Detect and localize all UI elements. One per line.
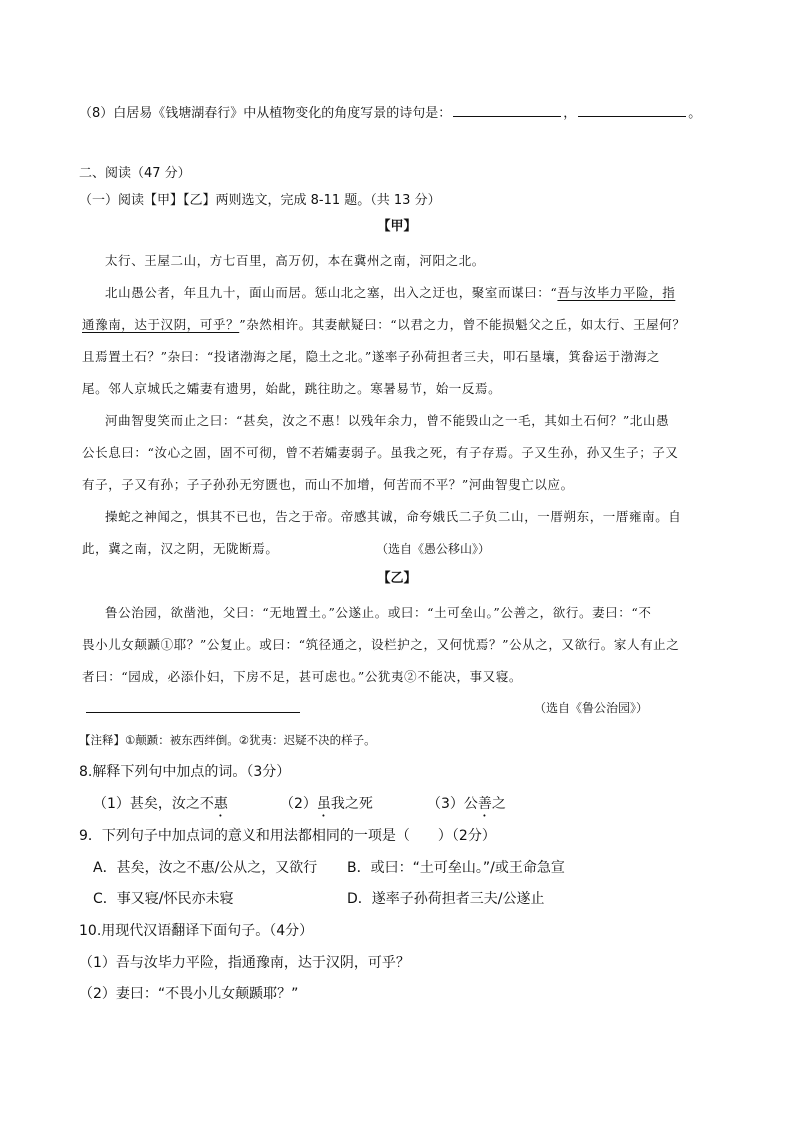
- annotation-note: 【注释】①颠踬：被东西绊倒。②犹夷：迟疑不决的样子。: [79, 733, 376, 747]
- yi-line1: 鲁公治园，欲凿池，父曰：“无地置土。”公遂止。或曰：“土可垒山。”公善之，欲行。妻曰：“不: [105, 605, 652, 620]
- q9-option-c: C．事又寝/怀民亦未寝: [93, 891, 234, 907]
- q8-item-1: [93, 795, 228, 820]
- yi-source: （选自《鲁公治园》）: [534, 701, 649, 715]
- jia-p4-line1: 操蛇之神闻之，惧其不已也，告之于帝。帝感其诚，命夸娥氏二子负二山，一厝朔东，一厝雍南。自: [105, 509, 682, 524]
- q9-option-d: D．遂率子孙荷担者三夫/公遂止: [347, 891, 545, 907]
- q8-poem-text: （8）白居易《钱塘湖春行》中从植物变化的角度写景的诗句是：: [79, 106, 452, 121]
- jia-p4-line2: 此，冀之南，汉之阴，无陇断焉。: [82, 541, 279, 556]
- text-segment: 我之死: [330, 796, 373, 812]
- section-title: 二、阅读（47 分）: [79, 166, 191, 181]
- text-segment: 北山愚公者，年且九十，面山而居。惩山北之塞，出入之迂也，聚室而谋曰：“: [105, 285, 558, 300]
- end-mark: 。: [688, 106, 702, 121]
- jia-p2-line4: 尾。邻人京城氏之孀妻有遗男，始龀，跳往助之。寒暑易节，始一反焉。: [82, 381, 502, 396]
- q10-title: 10.用现代汉语翻译下面句子。（4分）: [79, 923, 314, 939]
- answer-blank-2[interactable]: [578, 104, 686, 117]
- yi-line2: 畏小儿女颠踬①耶？”公复止。或曰：“筑径通之，设栏护之，又何忧焉？”公从之，又欲行。家人有止之: [82, 637, 680, 652]
- q10-sentence-1: （1）吾与汝毕力平险，指通豫南，达于汉阴，可乎？: [79, 955, 410, 971]
- jia-p2-line1: [105, 284, 675, 302]
- dotted-word: 善: [477, 796, 492, 812]
- q8-title: 8.解释下列句中加点的词。（3分）: [79, 764, 291, 780]
- text-segment: （1）甚矣，汝之不: [93, 796, 214, 812]
- q9-title: 9．下列句子中加点词的意义和用法都相同的一项是（ ）（2分）: [79, 828, 496, 844]
- q8-poem-line: [79, 104, 701, 123]
- text-segment: （2）: [280, 796, 317, 812]
- jia-source: （选自《愚公移山》）: [376, 542, 491, 556]
- underlined-sentence: 通豫南，达于汉阴，可乎？: [82, 317, 240, 332]
- q8-item-2: [280, 795, 373, 820]
- text-segment: 之: [491, 796, 506, 812]
- jia-p3-line1: 河曲智叟笑而止之曰：“甚矣，汝之不惠！以残年余力，曾不能毁山之一毛，其如土石何？”北山愚: [105, 413, 670, 428]
- underlined-sentence: 吾与汝毕力平险，指: [557, 285, 676, 300]
- yi-line3: 者曰：“园成，必添仆妇，下房不足，甚可虑也。”公犹夷②不能决，事又寝。: [82, 669, 523, 684]
- jia-p3-line2: 公长息曰：“汝心之固，固不可彻，曾不若孀妻弱子。虽我之死，有子存焉。子又生孙，孙又生子；子又: [82, 445, 679, 460]
- section-intro: （一）阅读【甲】【乙】两则选文，完成 8-11 题。（共 13 分）: [79, 193, 441, 208]
- q9-option-b: B．或曰：“土可垒山。”/或王命急宣: [347, 860, 565, 876]
- jia-p2-line2: [82, 316, 686, 334]
- text-segment: ”杂然相许。其妻献疑曰：“以君之力，曾不能损魁父之丘，如太行、王屋何？: [239, 317, 686, 332]
- text-segment: （3）公: [427, 796, 478, 812]
- jia-p1: 太行、王屋二山，方七百里，高万仞，本在冀州之南，河阳之北。: [105, 253, 485, 268]
- q8-item-3: [427, 795, 506, 820]
- q10-sentence-2: （2）妻曰：“不畏小儿女颠踬耶？”: [79, 986, 299, 1002]
- answer-blank-1[interactable]: [453, 104, 561, 117]
- footnote-divider: [86, 712, 300, 713]
- q9-option-a: A．甚矣，汝之不惠/公从之，又欲行: [93, 860, 318, 876]
- jia-p3-line3: 有子，子又有孙；子子孙孙无穷匮也，而山不加增，何苦而不平？”河曲智叟亡以应。: [82, 477, 574, 492]
- yi-heading: 【乙】: [377, 571, 417, 586]
- dotted-word: 虽: [316, 796, 331, 812]
- dotted-word: 惠: [213, 796, 228, 812]
- separator: ，: [563, 106, 577, 121]
- jia-heading: 【甲】: [377, 219, 417, 234]
- jia-p2-line3: 且焉置土石？”杂曰：“投诸渤海之尾，隐土之北。”遂率子孙荷担者三夫，叩石垦壤，箕畚运于渤海之: [82, 349, 661, 364]
